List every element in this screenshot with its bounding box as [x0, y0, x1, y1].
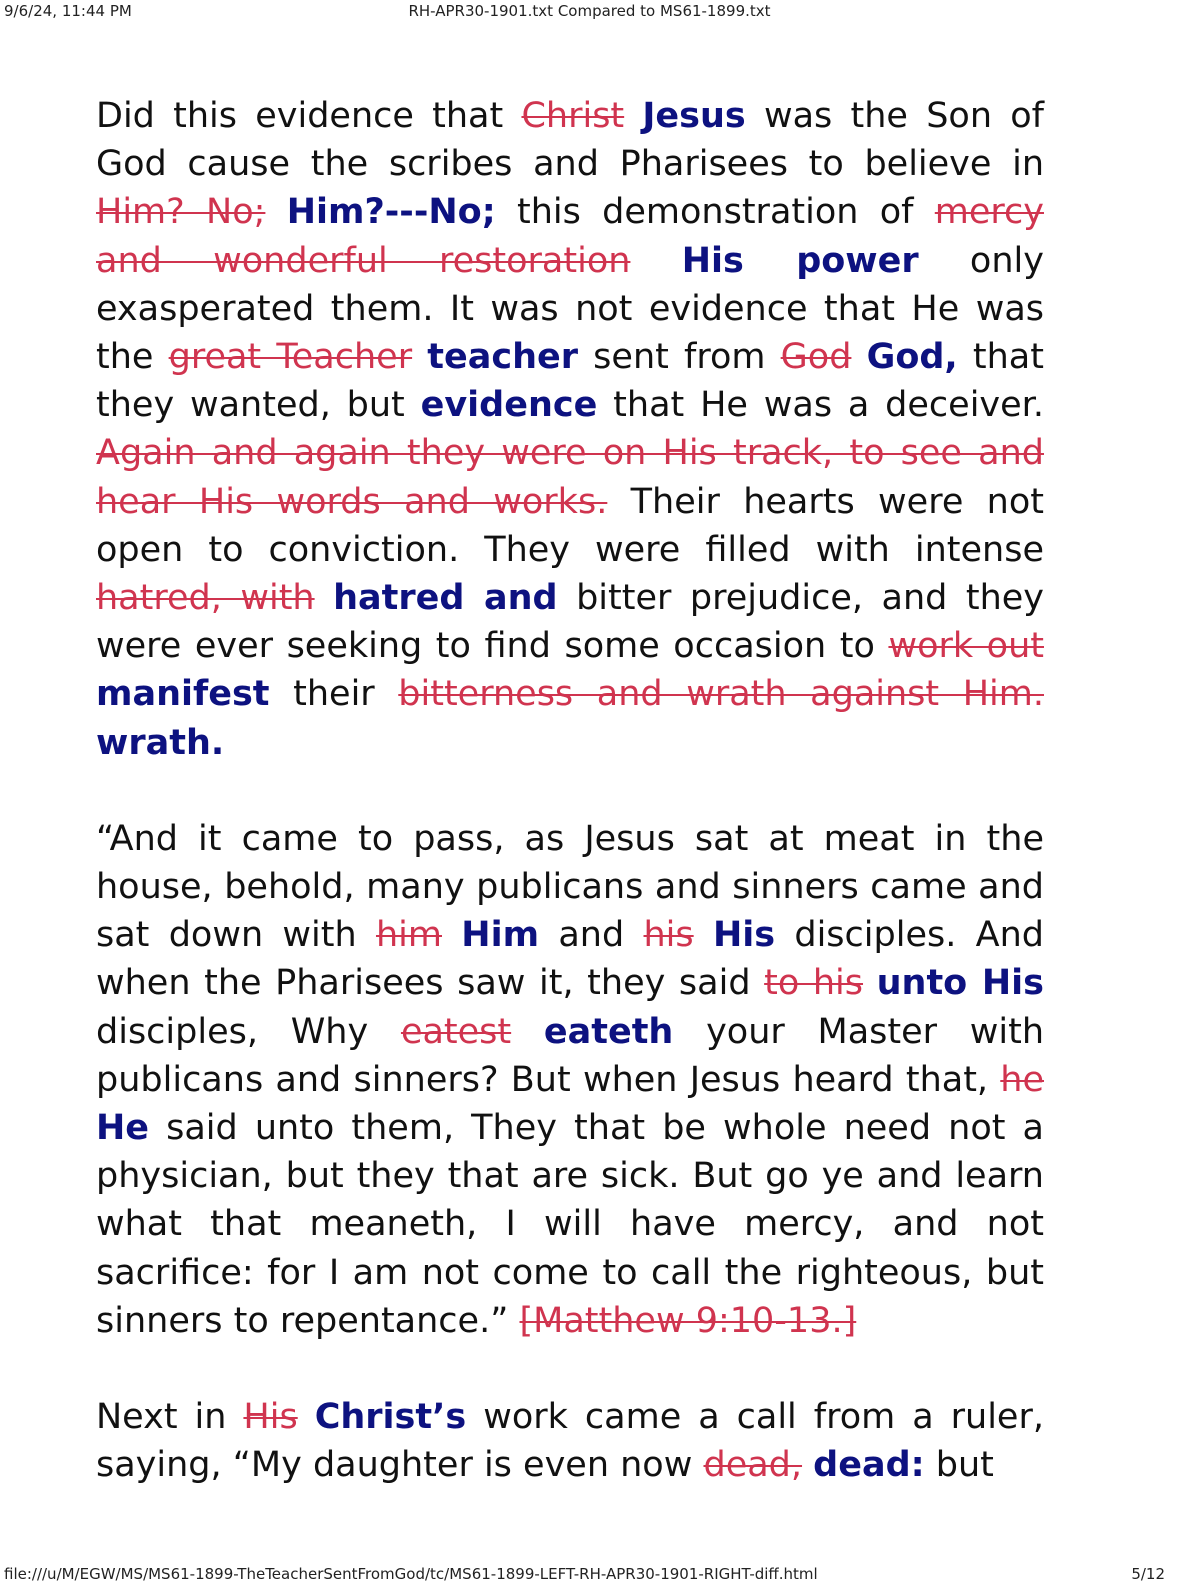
unchanged-text	[265, 192, 286, 232]
inserted-text: evidence	[420, 385, 598, 426]
deleted-text: great Teacher	[168, 337, 413, 378]
print-timestamp: 9/6/24, 11:44 PM	[4, 2, 132, 20]
unchanged-text	[802, 1445, 813, 1485]
inserted-text: teacher	[427, 337, 579, 378]
deleted-text: God	[780, 337, 852, 378]
inserted-text: Him	[461, 915, 540, 956]
deleted-text: dead,	[703, 1445, 803, 1486]
unchanged-text: but	[924, 1445, 994, 1486]
unchanged-text	[511, 1012, 544, 1052]
unchanged-text	[694, 915, 713, 955]
inserted-text: His	[712, 915, 776, 956]
unchanged-text	[298, 1397, 315, 1437]
unchanged-text: this demonstration of	[495, 192, 935, 233]
unchanged-text: their	[269, 674, 399, 715]
deleted-text: to his	[764, 963, 864, 1004]
deleted-text: eatest	[400, 1011, 512, 1052]
diff-paragraph	[96, 1393, 1044, 1489]
deleted-text: his	[643, 915, 694, 956]
inserted-text: He	[96, 1108, 150, 1149]
inserted-text: Him?---No;	[286, 192, 496, 233]
inserted-text: eateth	[543, 1011, 674, 1052]
deleted-text: Again and again they were on His track, to see and hear His words and works.	[96, 433, 1044, 522]
unchanged-text	[624, 96, 642, 136]
deleted-text: Christ	[521, 96, 625, 136]
unchanged-text	[863, 963, 877, 1003]
diff-paragraph	[96, 815, 1044, 1345]
unchanged-text: only exasperated them. It was not evidence that He was the	[96, 240, 1044, 378]
inserted-text: wrath.	[96, 722, 225, 763]
document-title: RH-APR30-1901.txt Compared to MS61-1899.txt	[408, 2, 771, 20]
unchanged-text: bitter prejudice, and they were ever seeking to find some occasion to	[96, 578, 1044, 667]
page-number: 5/12	[1131, 1565, 1165, 1583]
unchanged-text: “And it came to pass, as Jesus sat at meat in the house, behold, many publicans and sinners came and sat down with	[96, 818, 1044, 956]
unchanged-text: disciples. And when the Pharisees saw it, they said	[96, 915, 1044, 1004]
deleted-text: work out	[888, 626, 1044, 667]
deleted-text: His	[243, 1397, 298, 1438]
inserted-text: God,	[866, 337, 958, 378]
inserted-text: manifest	[96, 674, 270, 715]
unchanged-text: work came a call from a ruler, saying, “My daughter is even now	[96, 1397, 1044, 1486]
unchanged-text: was the Son of God cause the scribes and Pharisees to believe in	[96, 96, 1044, 185]
inserted-text: unto His	[876, 963, 1044, 1004]
diff-content	[96, 92, 1044, 1537]
unchanged-text: your Master with publicans and sinners? But when Jesus heard that,	[96, 1011, 1045, 1100]
print-footer	[0, 1561, 1179, 1587]
unchanged-text	[315, 578, 334, 618]
unchanged-text: Did this evidence that	[96, 96, 522, 136]
file-path: file:///u/M/EGW/MS/MS61-1899-TheTeacherSentFromGod/tc/MS61-1899-LEFT-RH-APR30-1901-RIGHT-diff.html	[4, 1565, 818, 1583]
inserted-text: hatred and	[333, 578, 558, 619]
unchanged-text	[851, 337, 866, 377]
unchanged-text: that He was a deceiver.	[597, 385, 1044, 426]
deleted-text: he	[1000, 1059, 1044, 1100]
unchanged-text: that they wanted, but	[96, 337, 1044, 426]
unchanged-text: disciples, Why	[96, 1011, 401, 1052]
inserted-text: Christ’s	[314, 1397, 467, 1438]
deleted-text: bitterness and wrath against Him.	[398, 674, 1044, 715]
unchanged-text	[630, 241, 681, 281]
deleted-text: [Matthew 9:10-13.]	[519, 1300, 857, 1341]
diff-paragraph	[96, 92, 1044, 767]
unchanged-text	[442, 915, 461, 955]
unchanged-text: and	[539, 915, 644, 956]
deleted-text: mercy and wonderful restoration	[96, 192, 1044, 281]
print-header	[0, 0, 1179, 26]
inserted-text: dead:	[813, 1445, 925, 1486]
inserted-text: His power	[681, 240, 919, 281]
unchanged-text: sent from	[578, 337, 781, 378]
unchanged-text	[412, 337, 427, 377]
deleted-text: hatred, with	[96, 578, 315, 619]
deleted-text: him	[375, 915, 442, 956]
unchanged-text: said unto them, They that be whole need not a physician, but they that are sick. But go ye and learn what that meaneth, I will have mercy, and not sacrifice: for I am not come to call the righteous, but sinners to repentance.”	[96, 1108, 1044, 1341]
deleted-text: Him? No;	[96, 192, 266, 233]
unchanged-text: Their hearts were not open to conviction. They were filled with intense	[96, 481, 1044, 570]
inserted-text: Jesus	[642, 96, 746, 136]
unchanged-text: Next in	[96, 1397, 244, 1438]
